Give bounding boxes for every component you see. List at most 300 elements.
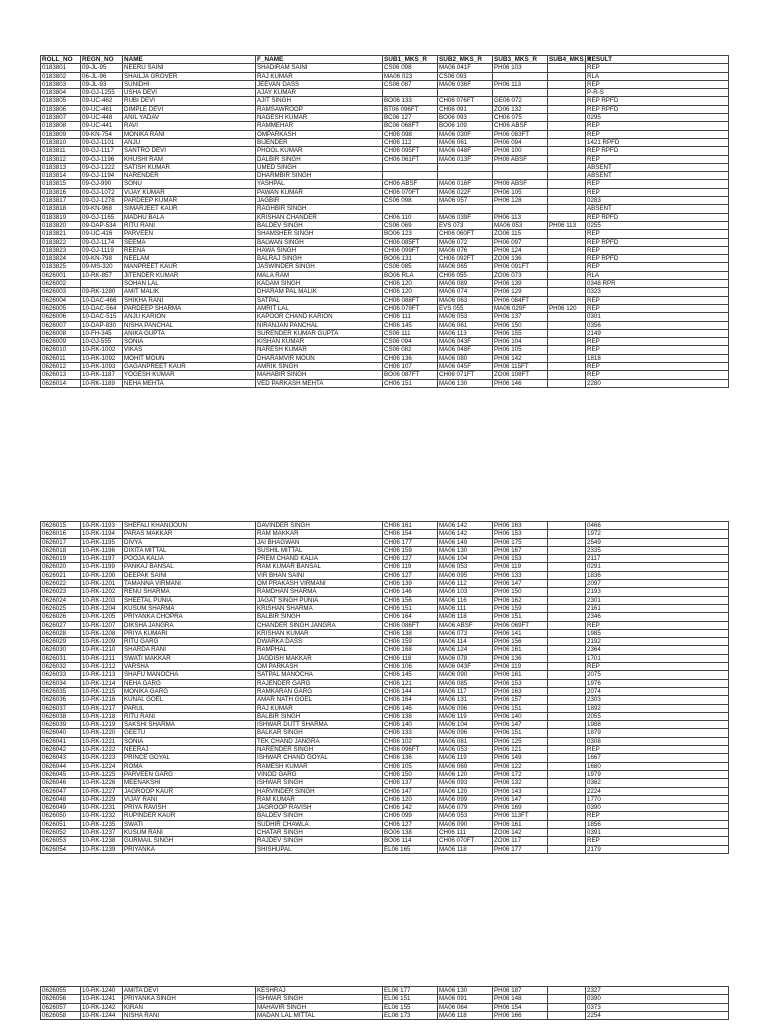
cell-roll-no: 0626005 <box>41 304 81 312</box>
cell-sub3-marks: PH06 172 <box>493 770 548 778</box>
cell-sub4-marks <box>548 213 586 221</box>
cell-sub2-marks: MA06 041F <box>438 64 493 72</box>
cell-regn-no: 10-RK-1232 <box>81 812 123 820</box>
cell-father-name: JEEVAN DASS <box>256 80 383 88</box>
cell-sub3-marks: PH06 094 <box>493 138 548 146</box>
cell-regn-no: 10-RK-1092 <box>81 354 123 362</box>
cell-father-name: JASWINDER SINGH <box>256 263 383 271</box>
cell-sub3-marks: PH06 154 <box>493 1003 548 1011</box>
cell-sub2-marks: MA06 114 <box>438 638 493 646</box>
cell-sub3-marks: PH06 097 <box>493 238 548 246</box>
cell-father-name: SATPAL <box>256 296 383 304</box>
cell-regn-no: 09-GJ-1196 <box>81 155 123 163</box>
table-row <box>41 130 729 138</box>
cell-father-name: KRISHAN SHARMA <box>256 604 383 612</box>
cell-result: 2097 <box>586 580 729 588</box>
cell-regn-no: 10-RK-1244 <box>81 1011 123 1019</box>
cell-roll-no: 0183815 <box>41 180 81 188</box>
table-row <box>41 105 729 113</box>
cell-sub4-marks <box>548 795 586 803</box>
cell-roll-no: 0183824 <box>41 255 81 263</box>
cell-result: REP <box>586 371 729 379</box>
cell-father-name: RAJ KUMAR <box>256 704 383 712</box>
table-row <box>41 571 729 579</box>
cell-sub4-marks <box>548 621 586 629</box>
cell-sub4-marks <box>548 580 586 588</box>
cell-sub3-marks: PH06 177 <box>493 845 548 853</box>
cell-sub1-marks: BO06 138 <box>383 828 438 836</box>
cell-sub2-marks: MA06 057 <box>438 197 493 205</box>
table-row <box>41 255 729 263</box>
table-row <box>41 995 729 1003</box>
cell-result: REP <box>586 122 729 130</box>
cell-roll-no: 0626053 <box>41 837 81 845</box>
cell-name: PRIYANKA <box>123 845 256 853</box>
cell-father-name: ISHWAR SINGH <box>256 779 383 787</box>
cell-name: RENU SHARMA <box>123 588 256 596</box>
cell-regn-no: 09-UC-461 <box>81 105 123 113</box>
cell-sub4-marks <box>548 538 586 546</box>
cell-result: 0295 <box>586 114 729 122</box>
cell-roll-no: 0183823 <box>41 246 81 254</box>
cell-sub2-marks: MA06 036F <box>438 80 493 88</box>
table-row <box>41 712 729 720</box>
cell-sub4-marks <box>548 588 586 596</box>
cell-name: PARVEEN <box>123 230 256 238</box>
cell-sub3-marks: PH06 148 <box>493 995 548 1003</box>
cell-result: REP <box>586 746 729 754</box>
cell-name: PANKAJ BANSAL <box>123 563 256 571</box>
table-row <box>41 546 729 554</box>
cell-name: VIJAY RANI <box>123 795 256 803</box>
cell-sub1-marks: CH06 147 <box>383 787 438 795</box>
cell-regn-no: 10-RK-1205 <box>81 613 123 621</box>
cell-father-name: JAI BHAGWAN <box>256 538 383 546</box>
cell-regn-no: 09-GJ-1222 <box>81 163 123 171</box>
cell-sub4-marks <box>548 130 586 138</box>
cell-father-name: AJIT SINGH <box>256 97 383 105</box>
cell-roll-no: 0626024 <box>41 596 81 604</box>
cell-sub2-marks: MA06 081 <box>438 737 493 745</box>
cell-result: 1979 <box>586 770 729 778</box>
cell-result: 1421 RPFD <box>586 138 729 146</box>
cell-sub2-marks: MA06 039F <box>438 213 493 221</box>
table-row <box>41 329 729 337</box>
cell-sub3-marks: PH06 153 <box>493 679 548 687</box>
table-row <box>41 172 729 180</box>
cell-sub2-marks: MA06 099 <box>438 795 493 803</box>
cell-regn-no: 10-RK-1224 <box>81 762 123 770</box>
cell-sub3-marks: PH06 139 <box>493 280 548 288</box>
cell-name: DIVYA <box>123 538 256 546</box>
cell-name: KIRAN <box>123 1003 256 1011</box>
cell-sub2-marks: CH06 076FT <box>438 97 493 105</box>
cell-regn-no: 09-UC-416 <box>81 230 123 238</box>
cell-sub3-marks <box>493 205 548 213</box>
cell-roll-no: 0626010 <box>41 346 81 354</box>
cell-roll-no: 0183819 <box>41 213 81 221</box>
cell-sub1-marks: CH06 145 <box>383 671 438 679</box>
cell-regn-no: 10-RK-1200 <box>81 571 123 579</box>
cell-regn-no: 10-RK-1204 <box>81 604 123 612</box>
cell-sub1-marks: CH06 105 <box>383 762 438 770</box>
cell-regn-no: 10-RK-1222 <box>81 746 123 754</box>
cell-result: REP RPFD <box>586 238 729 246</box>
cell-result: REP <box>586 155 729 163</box>
cell-roll-no: 0183816 <box>41 188 81 196</box>
cell-sub1-marks: CH06 086FT <box>383 621 438 629</box>
cell-roll-no: 0626009 <box>41 338 81 346</box>
cell-sub1-marks: BO06 114 <box>383 837 438 845</box>
cell-roll-no: 0183805 <box>41 97 81 105</box>
cell-sub2-marks: MA06 118 <box>438 1011 493 1019</box>
cell-regn-no: 10-RK-1214 <box>81 679 123 687</box>
cell-regn-no: 10-RK-1225 <box>81 770 123 778</box>
cell-result: 2301 <box>586 596 729 604</box>
cell-father-name: MADAN LAL MITTAL <box>256 1011 383 1019</box>
cell-name: SUNIDHI <box>123 80 256 88</box>
cell-sub2-marks: MA06 130 <box>438 546 493 554</box>
cell-roll-no: 0626047 <box>41 787 81 795</box>
cell-roll-no: 0626055 <box>41 987 81 995</box>
cell-roll-no: 0183801 <box>41 64 81 72</box>
table-row <box>41 197 729 205</box>
cell-roll-no: 0183820 <box>41 221 81 229</box>
table-row <box>41 89 729 97</box>
cell-regn-no: 09-UC-448 <box>81 114 123 122</box>
cell-sub1-marks: CH06 127 <box>383 820 438 828</box>
cell-father-name: ISHWAR DUTT SHARMA <box>256 721 383 729</box>
cell-regn-no: 10-RK-1213 <box>81 671 123 679</box>
cell-sub1-marks: CH06 159 <box>383 638 438 646</box>
cell-regn-no: 10-RK-1219 <box>81 721 123 729</box>
cell-sub4-marks <box>548 114 586 122</box>
table-row <box>41 987 729 995</box>
cell-sub1-marks: CH06 102 <box>383 737 438 745</box>
cell-regn-no: 09-KN-798 <box>81 255 123 263</box>
cell-sub3-marks: PH06 141 <box>493 629 548 637</box>
cell-sub2-marks: MA06 149 <box>438 538 493 546</box>
cell-sub2-marks: MA06 045F <box>438 362 493 370</box>
cell-name: SONU <box>123 180 256 188</box>
cell-sub2-marks: EVS 055 <box>438 304 493 312</box>
cell-sub2-marks: MA06 118 <box>438 613 493 621</box>
cell-sub4-marks <box>548 679 586 687</box>
table-row <box>41 188 729 196</box>
cell-result: 1680 <box>586 762 729 770</box>
cell-sub3-marks: PH06 142 <box>493 354 548 362</box>
table-row <box>41 538 729 546</box>
cell-sub1-marks: CS06 098 <box>383 197 438 205</box>
cell-sub3-marks: MA06 029F <box>493 304 548 312</box>
cell-sub3-marks: PH06 133 <box>493 571 548 579</box>
cell-sub1-marks: CH06 136 <box>383 754 438 762</box>
table-row <box>41 812 729 820</box>
table-row <box>41 180 729 188</box>
table-row <box>41 97 729 105</box>
cell-sub2-marks: MA06 119 <box>438 712 493 720</box>
cell-roll-no: 0626012 <box>41 362 81 370</box>
cell-regn-no: 10-DAC-515 <box>81 313 123 321</box>
cell-sub2-marks: MA06 104 <box>438 555 493 563</box>
cell-sub4-marks <box>548 654 586 662</box>
cell-father-name: JAGBIR <box>256 197 383 205</box>
cell-sub3-marks: ZO06 073 <box>493 271 548 279</box>
cell-sub3-marks: PH06 157 <box>493 696 548 704</box>
cell-sub4-marks <box>548 1011 586 1019</box>
cell-sub4-marks <box>548 296 586 304</box>
cell-name: SWATI <box>123 820 256 828</box>
cell-sub2-marks: MA06 043F <box>438 663 493 671</box>
cell-sub1-marks: CH06 110 <box>383 213 438 221</box>
cell-result: 2327 <box>586 987 729 995</box>
column-header-sub1-marks: SUB1_MKS_R <box>383 56 438 64</box>
cell-sub2-marks: MA06 048F <box>438 147 493 155</box>
cell-name: PRINCE GOYAL <box>123 754 256 762</box>
cell-roll-no: 0626044 <box>41 762 81 770</box>
cell-regn-no: 10-RK-1220 <box>81 729 123 737</box>
cell-name: RITU GARG <box>123 638 256 646</box>
cell-father-name: ISHWAR SINGH <box>256 995 383 1003</box>
cell-sub1-marks: CS06 111 <box>383 329 438 337</box>
cell-sub3-marks: PH06 104 <box>493 338 548 346</box>
cell-name: SHEETAL PUNIA <box>123 596 256 604</box>
cell-sub3-marks: PH06 147 <box>493 795 548 803</box>
cell-sub1-marks: BO06 123 <box>383 230 438 238</box>
cell-name: SOHAN LAL <box>123 280 256 288</box>
cell-roll-no: 0626042 <box>41 746 81 754</box>
cell-roll-no: 0183825 <box>41 263 81 271</box>
cell-sub3-marks: PH06 147 <box>493 721 548 729</box>
cell-regn-no: 09-GJ-1278 <box>81 197 123 205</box>
cell-sub1-marks: BC06 068FT <box>383 122 438 130</box>
cell-sub3-marks: PH06 150 <box>493 321 548 329</box>
table-row <box>41 230 729 238</box>
cell-name: ANIL YADAV <box>123 114 256 122</box>
cell-sub4-marks <box>548 812 586 820</box>
cell-sub4-marks <box>548 72 586 80</box>
cell-sub1-marks: CH06 150 <box>383 770 438 778</box>
cell-sub4-marks <box>548 746 586 754</box>
cell-sub3-marks: PH06 119 <box>493 663 548 671</box>
cell-roll-no: 0626037 <box>41 704 81 712</box>
cell-regn-no: 09-JL-95 <box>81 64 123 72</box>
cell-roll-no: 0626003 <box>41 288 81 296</box>
cell-sub4-marks <box>548 704 586 712</box>
cell-regn-no: 10-RK-1201 <box>81 580 123 588</box>
cell-name: ANIKA GUPTA <box>123 329 256 337</box>
cell-sub3-marks: ZO06 117 <box>493 837 548 845</box>
cell-sub3-marks: PH06 113 <box>493 213 548 221</box>
cell-father-name: VINOD GARG <box>256 770 383 778</box>
cell-name: DEEPAK SAINI <box>123 571 256 579</box>
table-row <box>41 80 729 88</box>
cell-sub2-marks: MA06 104 <box>438 721 493 729</box>
cell-sub4-marks <box>548 522 586 530</box>
cell-sub1-marks <box>383 172 438 180</box>
cell-sub1-marks: CH06 106 <box>383 663 438 671</box>
cell-name: VARSHA <box>123 663 256 671</box>
cell-sub1-marks: CH06 107 <box>383 362 438 370</box>
cell-result: 0390 <box>586 995 729 1003</box>
cell-regn-no: 10-RK-1212 <box>81 663 123 671</box>
cell-sub3-marks: ZO06 115 <box>493 230 548 238</box>
cell-sub2-marks: MA06 119 <box>438 754 493 762</box>
table-row <box>41 221 729 229</box>
cell-sub4-marks <box>548 779 586 787</box>
table-row <box>41 563 729 571</box>
cell-sub4-marks <box>548 837 586 845</box>
cell-sub2-marks: MA06 113 <box>438 329 493 337</box>
cell-result: REP RPFD <box>586 213 729 221</box>
cell-result: 1667 <box>586 754 729 762</box>
cell-roll-no: 0626041 <box>41 737 81 745</box>
cell-sub4-marks <box>548 238 586 246</box>
cell-sub1-marks: CH06 121 <box>383 679 438 687</box>
cell-father-name: OMPARKASH <box>256 130 383 138</box>
cell-name: NEERU SAINI <box>123 64 256 72</box>
cell-sub1-marks: CS06 085 <box>383 263 438 271</box>
cell-sub2-marks: MA06 103 <box>438 588 493 596</box>
cell-sub3-marks: PH06 119 <box>493 563 548 571</box>
cell-father-name: MALA RAM <box>256 271 383 279</box>
cell-regn-no: 09-UC-462 <box>81 97 123 105</box>
cell-sub3-marks: PH06 163 <box>493 687 548 695</box>
cell-sub2-marks: MA06 063 <box>438 296 493 304</box>
cell-sub2-marks: MA06 043F <box>438 338 493 346</box>
cell-roll-no: 0626006 <box>41 313 81 321</box>
table-row <box>41 746 729 754</box>
cell-name: NISHA RANI <box>123 1011 256 1019</box>
cell-sub2-marks: BO06 093 <box>438 114 493 122</box>
cell-name: REENA <box>123 246 256 254</box>
cell-sub1-marks: CH06 111 <box>383 313 438 321</box>
cell-regn-no: 10-DAP-830 <box>81 321 123 329</box>
column-header-result: RESULT <box>586 56 729 64</box>
cell-sub1-marks: CH06 099FT <box>383 246 438 254</box>
cell-sub1-marks <box>383 89 438 97</box>
cell-name: PRIYANKA SINGH <box>123 995 256 1003</box>
table-row <box>41 271 729 279</box>
cell-sub2-marks: MA06 064 <box>438 1003 493 1011</box>
table-row <box>41 530 729 538</box>
cell-name: SIMARJEET KAUR <box>123 205 256 213</box>
cell-result: 2074 <box>586 687 729 695</box>
cell-sub3-marks: PH06 175 <box>493 538 548 546</box>
cell-sub2-marks: MA06 048F <box>438 346 493 354</box>
cell-sub3-marks: PH06 153 <box>493 530 548 538</box>
cell-sub4-marks <box>548 629 586 637</box>
cell-sub4-marks <box>548 571 586 579</box>
table-header-row <box>41 56 729 64</box>
cell-father-name: SUSHIL MITTAL <box>256 546 383 554</box>
cell-roll-no: 0626045 <box>41 770 81 778</box>
cell-result: 1985 <box>586 629 729 637</box>
cell-sub3-marks: PH06 161 <box>493 820 548 828</box>
cell-regn-no: 09-GJ-1255 <box>81 89 123 97</box>
cell-name: RITU RANI <box>123 712 256 720</box>
cell-sub2-marks <box>438 163 493 171</box>
cell-father-name: BALDEV SINGH <box>256 812 383 820</box>
cell-father-name: CHATAR SINGH <box>256 828 383 836</box>
cell-sub4-marks <box>548 546 586 554</box>
cell-father-name: PAWAN KUMAR <box>256 188 383 196</box>
cell-father-name: RAM KUMAR <box>256 795 383 803</box>
cell-result: 2224 <box>586 787 729 795</box>
cell-name: SWATI MAKKAR <box>123 654 256 662</box>
cell-regn-no: 10-RK-1202 <box>81 588 123 596</box>
cell-regn-no: 10-RK-1203 <box>81 596 123 604</box>
cell-roll-no: 0626036 <box>41 696 81 704</box>
cell-sub1-marks <box>383 163 438 171</box>
table-row <box>41 1011 729 1019</box>
cell-father-name: NARESH KUMAR <box>256 346 383 354</box>
cell-father-name: SURENDER KUMAR GUPTA <box>256 329 383 337</box>
cell-sub1-marks: EL06 173 <box>383 1011 438 1019</box>
cell-sub4-marks <box>548 530 586 538</box>
cell-sub4-marks <box>548 754 586 762</box>
cell-sub4-marks <box>548 555 586 563</box>
cell-sub2-marks: MA06 013F <box>438 155 493 163</box>
cell-roll-no: 0626035 <box>41 687 81 695</box>
cell-regn-no: 10-RK-1241 <box>81 995 123 1003</box>
cell-result: 0348 RPR <box>586 280 729 288</box>
cell-name: PRIYA RAVISH <box>123 804 256 812</box>
cell-sub4-marks <box>548 197 586 205</box>
cell-name: SHARDA RANI <box>123 646 256 654</box>
cell-sub1-marks: CH06 146 <box>383 588 438 596</box>
cell-roll-no: 0626007 <box>41 321 81 329</box>
cell-result: 0301 <box>586 313 729 321</box>
cell-father-name: YASHPAL <box>256 180 383 188</box>
cell-name: GAGANPREET KAUR <box>123 362 256 370</box>
cell-roll-no: 0626058 <box>41 1011 81 1019</box>
column-header-roll-no: ROLL_NO <box>41 56 81 64</box>
cell-name: SHAFU MANOCHA <box>123 671 256 679</box>
cell-sub4-marks <box>548 712 586 720</box>
cell-name: VIKAS <box>123 346 256 354</box>
cell-father-name: KISHAN KUMAR <box>256 338 383 346</box>
cell-sub2-marks <box>438 89 493 97</box>
cell-sub1-marks: CH06 088FT <box>383 296 438 304</box>
cell-father-name: RAMPHAL <box>256 646 383 654</box>
cell-sub4-marks <box>548 338 586 346</box>
cell-name: PRIYA KUMARI <box>123 629 256 637</box>
cell-father-name: VED PARKASH MEHTA <box>256 379 383 387</box>
cell-sub4-marks <box>548 787 586 795</box>
cell-father-name: AMRIT LAL <box>256 304 383 312</box>
cell-roll-no: 0626029 <box>41 638 81 646</box>
cell-result: 1770 <box>586 795 729 803</box>
cell-regn-no: 10-RK-1216 <box>81 696 123 704</box>
cell-result: 2149 <box>586 329 729 337</box>
table-row <box>41 246 729 254</box>
cell-name: NEERAJ <box>123 746 256 754</box>
cell-sub3-marks: ZO06 142 <box>493 828 548 836</box>
cell-result: REP <box>586 188 729 196</box>
cell-roll-no: 0626033 <box>41 671 81 679</box>
cell-name: KUNAL GOEL <box>123 696 256 704</box>
cell-sub2-marks: MA06 096 <box>438 729 493 737</box>
cell-roll-no: 0183807 <box>41 114 81 122</box>
cell-roll-no: 0183803 <box>41 80 81 88</box>
cell-sub3-marks: PH06 ABSF <box>493 180 548 188</box>
cell-result: 2075 <box>586 671 729 679</box>
cell-sub2-marks: MA06 090 <box>438 820 493 828</box>
cell-roll-no: 0626022 <box>41 580 81 588</box>
cell-sub2-marks: MA06 112 <box>438 580 493 588</box>
cell-regn-no: 10-RK-1002 <box>81 346 123 354</box>
